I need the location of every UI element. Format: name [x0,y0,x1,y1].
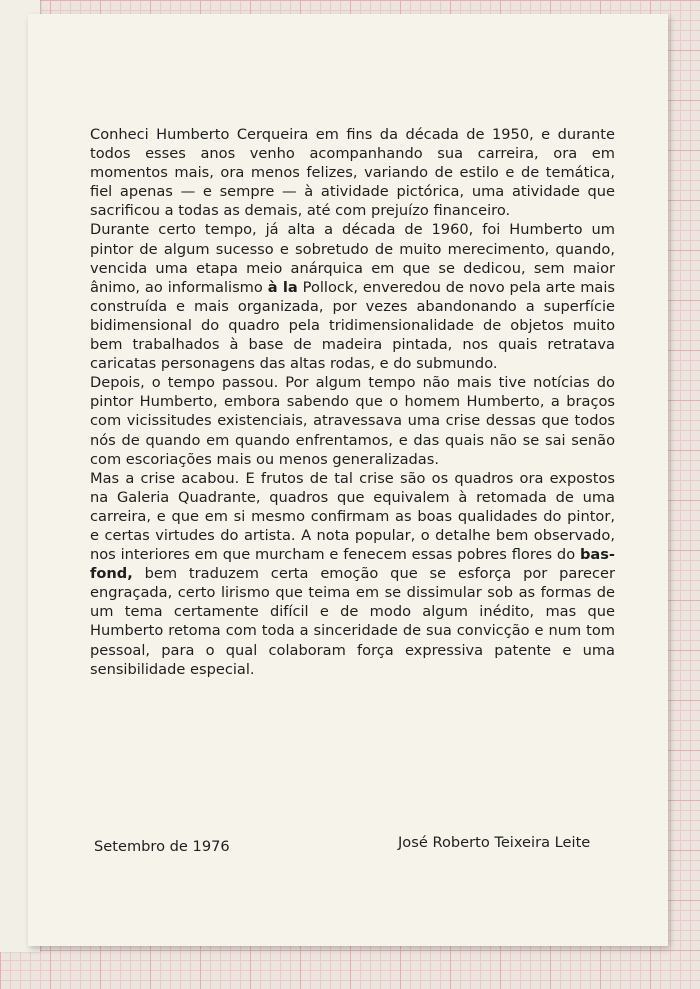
paragraph-4-text-b: bem traduzem certa emoção que se esforça por parecer engraçada, certo lirismo que teima em se dissimular sob as formas de um tema certamente difícil e de modo algum inédito, mas que Humberto retoma com toda a sinceridade de sua convicção e num tom pessoal, para o qual colaboram força expressiva patente e uma sensibilidade especial. [90,565,615,678]
paragraph-1 [90,125,615,220]
paragraph-1-text: Conheci Humberto Cerqueira em fins da década de 1950, e durante todos esses anos venho acompanhando sua carreira, ora em momentos mais, ora menos felizes, variando de estilo e de temática, fiel apenas — e sempre — à atividade pictórica, uma atividade que sacrificou a todas as demais, até com prejuízo financeiro. [90,126,615,220]
paragraph-4 [90,469,615,679]
paragraph-2-text-a: Durante certo tempo, já alta a década de 1960, foi Humberto um pintor de algum sucesso e sobretudo de muito merecimento, quando, vencida uma etapa meio anárquica em que se dedicou, sem maior ânimo, ao informalismo [90,221,615,296]
paragraph-3-text: Depois, o tempo passou. Por algum tempo não mais tive notícias do pintor Humberto, embora sabendo que o homem Humberto, a braços com vicissitudes existenciais, atravessava uma crise dessas que todos nós de quando em quando enfrentamos, e das quais não se sai senão com escoriações mais ou menos generalizadas. [90,374,615,468]
paragraph-2-text-b: Pollock, enveredou de novo pela arte mais construída e mais organizada, por vezes abandonando a superfície bidimensional do quadro pela tridimensionalidade de objetos muito bem trabalhados à base de madeira pintada, nos quais retratava caricatas personagens das altas rodas, e do submundo. [90,278,616,373]
paragraph-4-text-a: Mas a crise acabou. E frutos de tal crise são os quadros ora expostos na Galeria Quadrante, quadros que equivalem à retomada de uma carreira, e que em si mesmo confirmam as boas qualidades do pintor, e certas virtudes do artista. A nota popular, o detalhe bem observado, nos interiores em que murcham e fenecem essas pobres flores do [90,469,615,564]
date-line: Setembro de 1976 [94,838,230,855]
paragraph-3 [90,373,615,468]
paragraph-2 [90,220,615,373]
essay-text [90,125,615,679]
paragraph-4-emphasis: bas-fond, [90,546,615,583]
paragraph-2-emphasis: à la [267,278,298,296]
author-signature: José Roberto Teixeira Leite [398,834,591,851]
